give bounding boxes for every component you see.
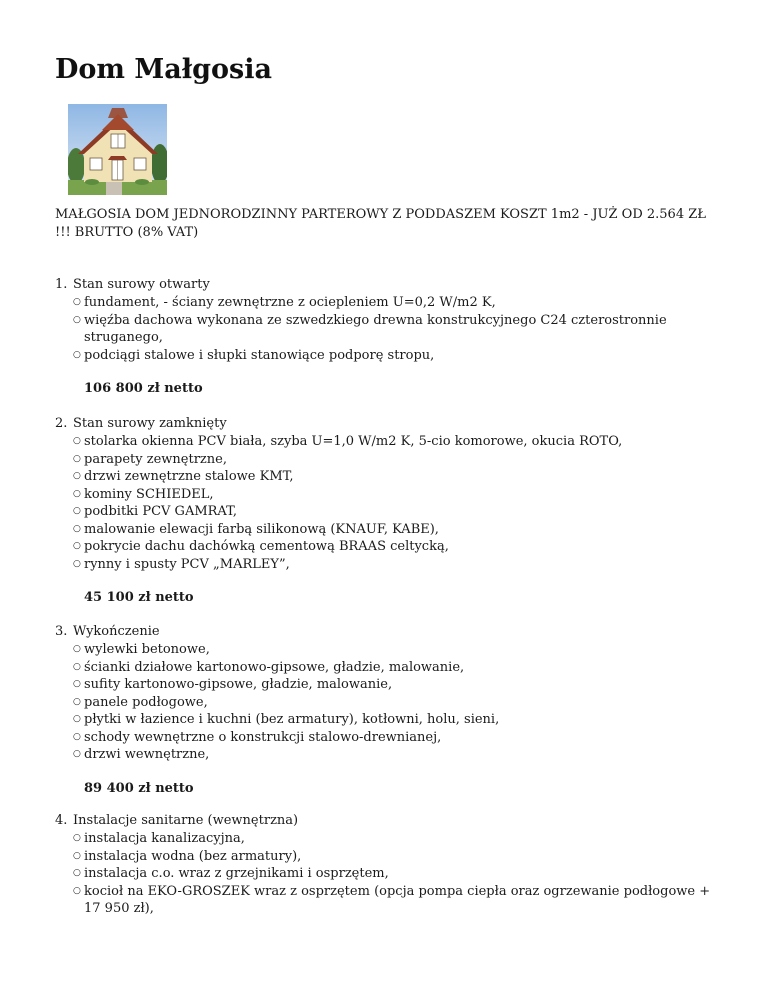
section-stan-surowy-otwarty: [55, 276, 715, 398]
section-title: Stan surowy zamknięty: [73, 416, 227, 431]
list-item: [55, 294, 715, 312]
section-number: 1.: [55, 277, 68, 292]
list-item-text: drzwi zewnętrzne stalowe KMT,: [84, 469, 294, 484]
bullet-icon: ○: [73, 506, 81, 516]
section-price: 45 100 zł netto: [84, 590, 194, 605]
list-item: [55, 347, 715, 365]
bullet-icon: ○: [73, 644, 81, 654]
list-item: [55, 676, 715, 694]
list-item-text: malowanie elewacji farbą silikonową (KNAUF, KABE),: [84, 521, 439, 537]
section-number: 3.: [55, 624, 68, 639]
bullet-icon: ○: [73, 679, 81, 689]
section-item-list: [55, 433, 715, 573]
list-item-text: sufity kartonowo-gipsowe, gładzie, malowanie,: [84, 677, 393, 692]
list-item: [55, 641, 715, 659]
list-item-text: instalacja c.o. wraz z grzejnikami i osprzętem,: [84, 866, 389, 881]
bullet-icon: ○: [73, 885, 81, 896]
section-price: 106 800 zł netto: [84, 381, 203, 396]
section-wykonczenie: [55, 623, 715, 798]
bullet-icon: ○: [73, 833, 81, 843]
bullet-icon: ○: [73, 731, 81, 742]
list-item-text: rynny i spusty PCV „MARLEY”,: [84, 556, 290, 572]
list-item: [55, 556, 715, 574]
bullet-icon: ○: [73, 749, 81, 759]
section-title: Stan surowy otwarty: [73, 277, 210, 292]
section-price: 89 400 zł netto: [84, 780, 194, 796]
section-item-list: [55, 641, 715, 764]
section-item-list: [55, 294, 715, 364]
section-title: Wykończenie: [73, 624, 160, 639]
bullet-icon: ○: [73, 661, 81, 672]
list-item: [55, 312, 715, 347]
list-item: [55, 486, 715, 504]
page-title: Dom Małgosia: [55, 54, 273, 85]
list-item: [55, 848, 715, 866]
list-item: [55, 433, 715, 451]
list-item-text: fundament, - ściany zewnętrzne z ociepleniem U=0,2 W/m2 K,: [84, 295, 496, 310]
list-item: [55, 746, 715, 764]
section-item-list: [55, 830, 715, 918]
list-item-text: kominy SCHIEDEL,: [84, 486, 214, 502]
list-item-text: płytki w łazience i kuchni (bez armatury), kotłowni, holu, sieni,: [84, 712, 500, 727]
bullet-icon: ○: [73, 558, 81, 569]
house-photo: [68, 104, 167, 195]
list-item-text: stolarka okienna PCV biała, szyba U=1,0 W/m2 K, 5-cio komorowe, okucia ROTO,: [84, 434, 623, 449]
list-item: [55, 451, 715, 469]
section-title: Instalacje sanitarne (wewnętrzna): [73, 813, 299, 828]
list-item: [55, 538, 715, 556]
section-instalacje-sanitarne: [55, 812, 715, 918]
section-stan-surowy-zamkniety: [55, 415, 715, 607]
list-item-text: wylewki betonowe,: [84, 642, 210, 657]
bullet-icon: ○: [73, 471, 81, 481]
list-item: [55, 865, 715, 883]
bullet-icon: ○: [73, 436, 81, 446]
intro-text: MAŁGOSIA DOM JEDNORODZINNY PARTEROWY Z PODDASZEM KOSZT 1m2 - JUŻ OD 2.564 ZŁ !!! BRUTTO (8% VAT): [55, 207, 706, 240]
list-item: [55, 468, 715, 486]
list-item-text: kocioł na EKO-GROSZEK wraz z osprzętem (opcja pompa ciepła oraz ogrzewanie podłogowe + 17 950 zł),: [84, 883, 711, 916]
list-item-text: instalacja wodna (bez armatury),: [84, 848, 302, 864]
section-header: [55, 276, 715, 294]
bullet-icon: ○: [73, 850, 81, 861]
bullet-icon: ○: [73, 868, 81, 878]
list-item: [55, 830, 715, 848]
list-item-text: schody wewnętrzne o konstrukcji stalowo-drewnianej,: [84, 729, 442, 745]
bullet-icon: ○: [73, 714, 81, 724]
list-item-text: ścianki działowe kartonowo-gipsowe, gładzie, malowanie,: [84, 659, 465, 675]
list-item-text: podciągi stalowe i słupki stanowiące podporę stropu,: [84, 347, 435, 363]
list-item-text: parapety zewnętrzne,: [84, 451, 227, 467]
section-header: [55, 415, 715, 433]
list-item-text: drzwi wewnętrzne,: [84, 747, 210, 762]
list-item: [55, 521, 715, 539]
bullet-icon: ○: [73, 523, 81, 534]
list-item: [55, 694, 715, 712]
section-header: [55, 812, 715, 830]
bullet-icon: ○: [73, 541, 81, 551]
list-item: [55, 711, 715, 729]
bullet-icon: ○: [73, 696, 81, 707]
list-item: [55, 883, 715, 918]
section-header: [55, 623, 715, 641]
section-number: 4.: [55, 813, 68, 828]
list-item: [55, 659, 715, 677]
list-item-text: podbitki PCV GAMRAT,: [84, 504, 237, 519]
bullet-icon: ○: [73, 453, 81, 464]
section-number: 2.: [55, 416, 68, 431]
list-item-text: więźba dachowa wykonana ze szwedzkiego drewna konstrukcyjnego C24 czterostronnie struganego,: [84, 312, 667, 345]
bullet-icon: ○: [73, 297, 81, 307]
list-item-text: instalacja kanalizacyjna,: [84, 831, 245, 846]
bullet-icon: ○: [73, 488, 81, 499]
list-item-text: panele podłogowe,: [84, 694, 208, 710]
list-item: [55, 503, 715, 521]
list-item: [55, 729, 715, 747]
bullet-icon: ○: [73, 314, 81, 325]
bullet-icon: ○: [73, 349, 81, 360]
list-item-text: pokrycie dachu dachówką cementową BRAAS celtycką,: [84, 539, 449, 554]
